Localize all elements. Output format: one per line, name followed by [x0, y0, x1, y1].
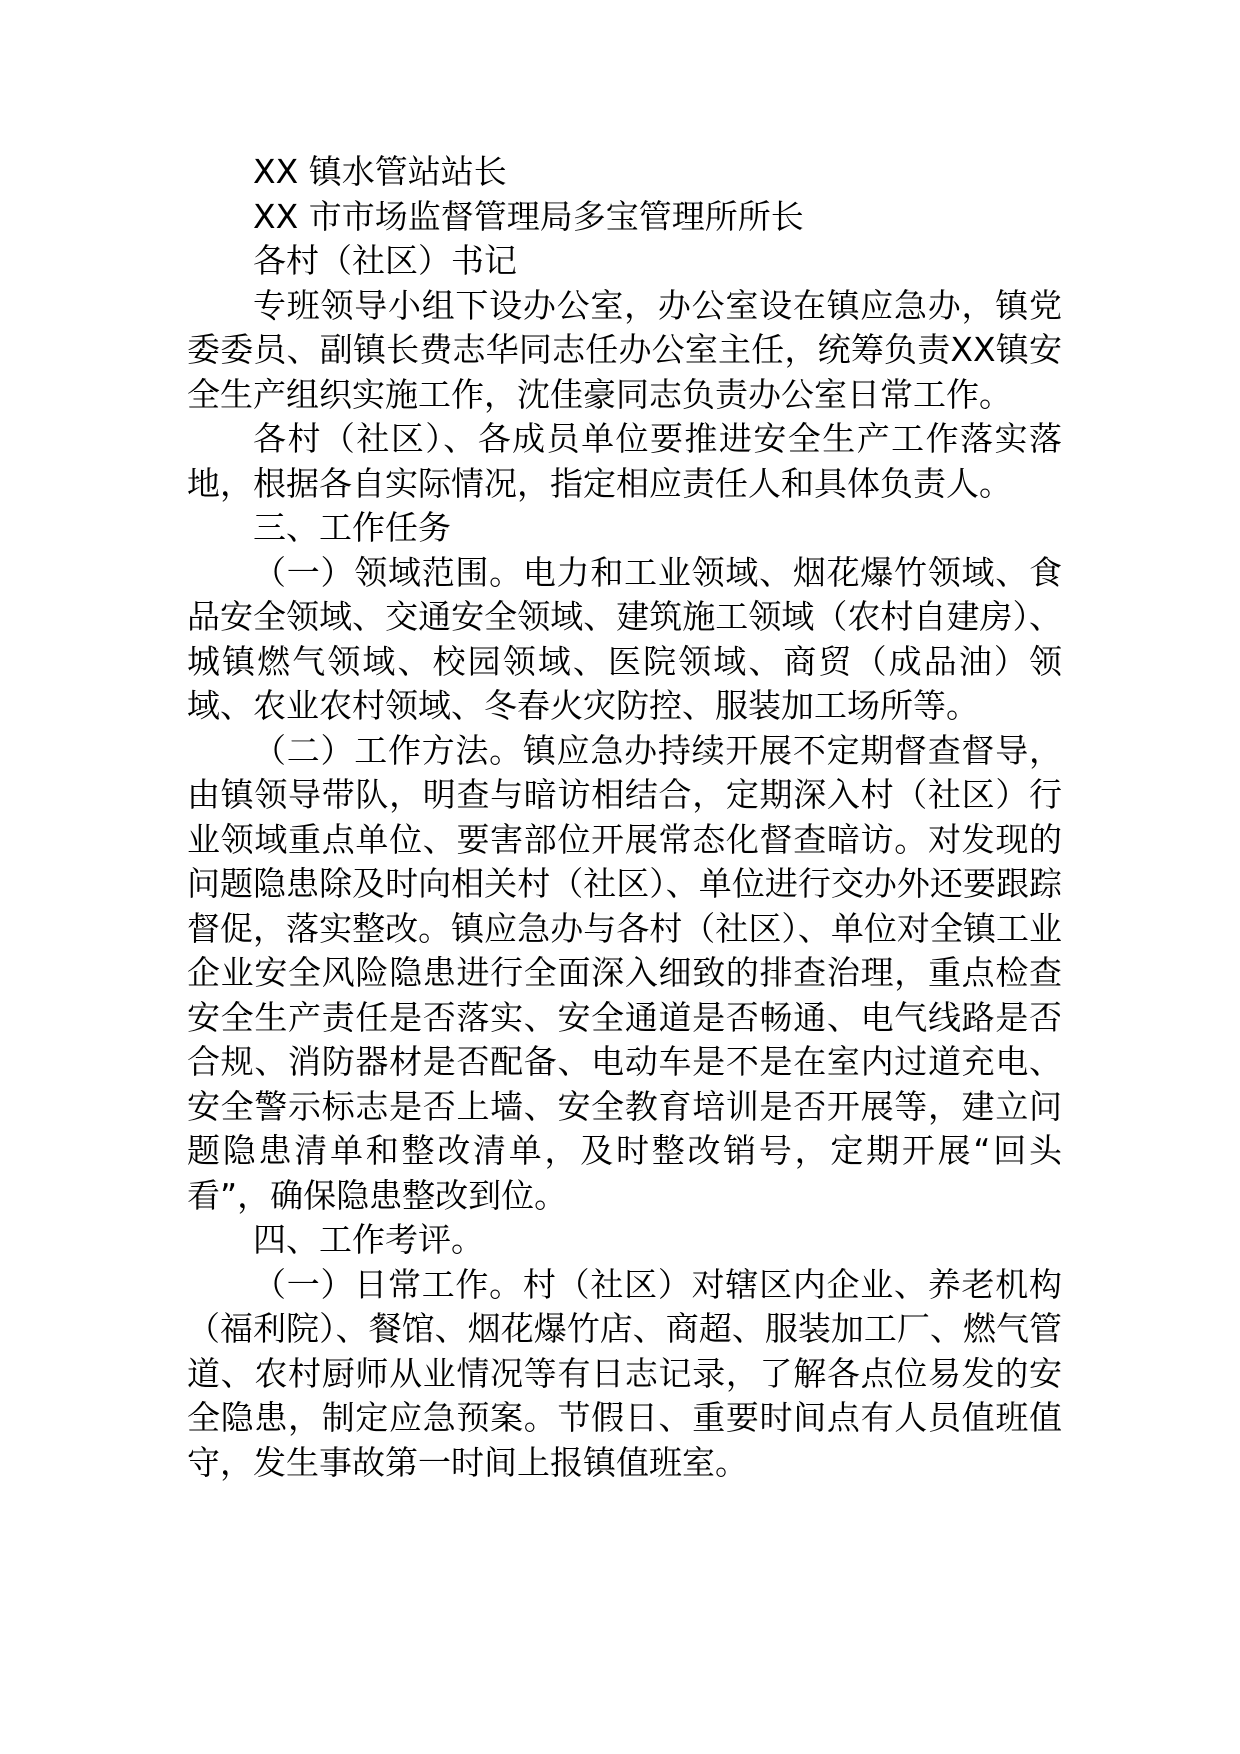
member-line: 各村（社区）书记 — [253, 241, 517, 280]
daily-work-paragraph: （一）日常工作。村（社区）对辖区内企业、养老机构（福利院）、餐馆、烟花爆竹店、商超、服装加工厂、燃气管道、农村厨师从业情况等有日志记录，了解各点位易发的安全隐患，制定应急预案。节假日、重要时间点有人员值班值守，发生事故第一时间上报镇值班室。 — [187, 1264, 1062, 1482]
member-line: XX 镇水管站站长 — [253, 152, 507, 191]
scope-paragraph: （一）领域范围。电力和工业领域、烟花爆竹领域、食品安全领域、交通安全领域、建筑施工领域（农村自建房）、城镇燃气领域、校园领域、医院领域、商贸（成品油）领域、农业农村领域、冬春火灾防控、服装加工场所等。 — [187, 552, 1062, 725]
member-line: XX 市市场监督管理局多宝管理所所长 — [253, 196, 804, 236]
section-heading: 四、工作考评。 — [253, 1220, 484, 1259]
section-heading: 三、工作任务 — [253, 508, 451, 547]
implementation-paragraph: 各村（社区）、各成员单位要推进安全生产工作落实落地，根据各自实际情况，指定相应责任人和具体负责人。 — [187, 419, 1062, 503]
office-paragraph: 专班领导小组下设办公室，办公室设在镇应急办，镇党委委员、副镇长费志华同志任办公室主任，统筹负责XX镇安全生产组织实施工作，沈佳豪同志负责办公室日常工作。 — [187, 285, 1062, 414]
method-paragraph: （二）工作方法。镇应急办持续开展不定期督查督导，由镇领导带队，明查与暗访相结合，定期深入村（社区）行业领域重点单位、要害部位开展常态化督查暗访。对发现的问题隐患除及时向相关村（社区）、单位进行交办外还要跟踪督促，落实整改。镇应急办与各村（社区）、单位对全镇工业企业安全风险隐患进行全面深入细致的排查治理，重点检查安全生产责任是否落实、安全通道是否畅通、电气线路是否合规、消防器材是否配备、电动车是不是在室内过道充电、安全警示标志是否上墙、安全教育培训是否开展等，建立问题隐患清单和整改清单，及时整改销号，定期开展“回头看”，确保隐患整改到位。 — [187, 730, 1062, 1215]
document-body — [187, 150, 1062, 1485]
